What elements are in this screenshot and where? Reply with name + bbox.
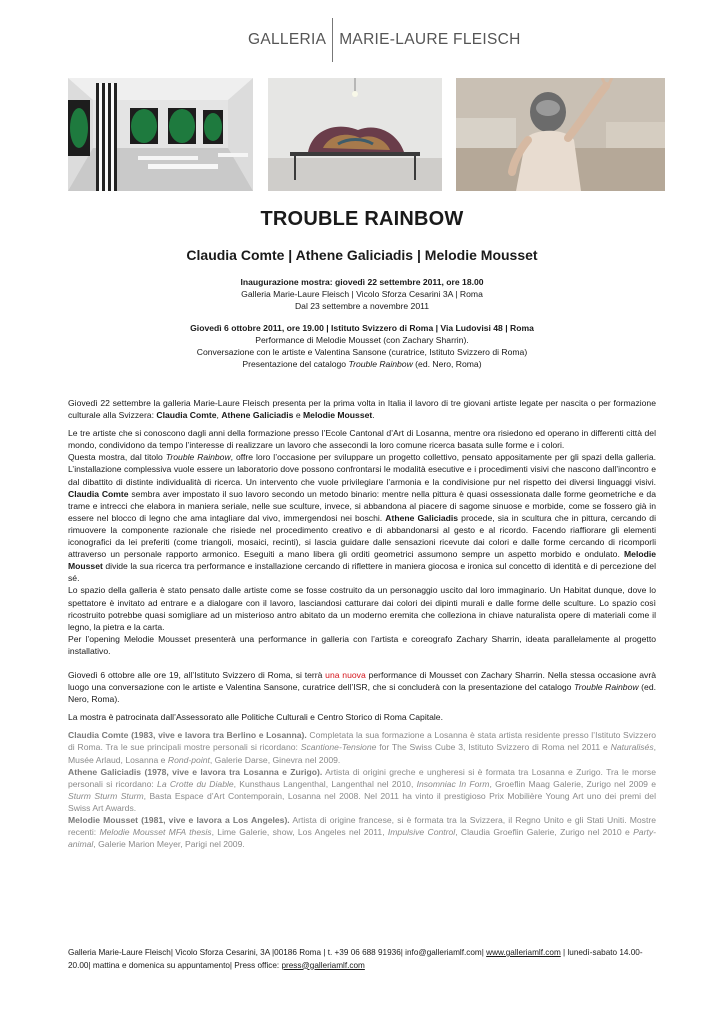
bio-galiciadis: Athene Galiciadis (1978, vive e lavora tra Losanna e Zurigo). Artista di origini greche e ungheresi si è formata tra Losanna e Zurigo. Tra le morse personali si ricordano: La Crotte du Diable, Kunsthaus Langenthal, Langenthal nel 2010, Insomniac In Form, Groeflin Maag Galerie, Zurigo nel 2009 e Sturm Sturm Sturm, Basta Espace d’Art Contemporain, Losanna nel 2008. Nel 2011 ha vinto il prestigioso Prix Mobilière Young Art uno dei premi del Swiss Art Awards. xyxy=(68,766,656,813)
press-email-link[interactable]: press@galleriamlf.com xyxy=(281,960,365,970)
footer-contact: Galleria Marie-Laure Fleisch| Vicolo Sforza Cesarini, 3A |00186 Roma | t. +39 06 688 91936| info@galleriamlf.com| www.galleriamlf.com | lunedì-sabato 14.00-20.00| mattina e domenica su appuntamento| Press office: press@galleriamlf.com xyxy=(68,948,643,970)
event-conversation: Conversazione con le artiste e Valentina Sansone (curatrice, Istituto Svizzero di Roma) xyxy=(196,347,528,357)
performance-photo xyxy=(456,78,665,191)
paragraph-exhibition: Questa mostra, dal titolo Trouble Rainbow, offre loro l’occasione per sviluppare un progetto collettivo, pensato appositamente per gli spazi della galleria. L’installazione complessiva vuole essere un laboratorio dove possono confrontarsi le modalità esecutive e i procedimenti visivi che nascono dall’incontro e dal dibattito di distinte individualità di ricerca. Un intervento che vuole privilegiare l’armonia e la condivisione pur nel rispetto dei diversi linguaggi visivi. Claudia Comte sembra aver impostato il suo lavoro secondo un metodo binario: mentre nella pittura è quasi ossessionata dalle forme geometriche e da trame e intrecci che elabora in maniera seriale, nelle sue sculture, invece, si abbandona al piacere di sagome sinuose e morbide, come se fossero già in essere nel blocco di legno che ama intagliare dal vivo, immergendosi nei boschi. Athene Galiciadis procede, sia in scultura che in pittura, cercando di rimuovere la componente razionale che risiede nel procedimento creativo e di abbandonarsi al gesto e al ricordo. Facendo riaffiorare gli elementi iconografici da lei preferiti (come triangoli, mosaici, recinti), si lascia guidare dalle sensazioni ricevute dai colori e dalle forme cercando di ricomporli attraverso un personale rapporto armonico. Eseguiti a mano libera gli orditi geometrici assumono sempre un aspetto morbido e ondulato. Melodie Mousset divide la sua ricerca tra performance e installazione cercando di riflettere in maniera giocosa e ironica sul concetto di identità e di percezione del sé. xyxy=(68,452,656,584)
inauguration-dates: Dal 23 settembre a novembre 2011 xyxy=(294,301,430,311)
bio-mousset: Melodie Mousset (1981, vive e lavora a Los Angeles). Artista di origine francese, si è formata tra la Svizzera, il Regno Unito e gli Stati Uniti. Mostre recenti: Melodie Mousset MFA thesis, Lime Galerie, show, Los Angeles nel 2011, Impulsive Control, Claudia Groeflin Galerie, Zurigo nel 2010 e Party-animal, Galerie Marion Meyer, Parigi nel 2009. xyxy=(68,815,656,850)
event-date: Giovedì 6 ottobre 2011, ore 19.00 | Istituto Svizzero di Roma | Via Ludovisi 48 | Roma xyxy=(190,323,534,333)
exhibition-title: TROUBLE RAINBOW xyxy=(260,208,464,230)
paragraph-october: Giovedì 6 ottobre alle ore 19, all’Istituto Svizzero di Roma, si terrà una nuova performance di Mousset con Zachary Sharrin. Nella stessa occasione avrà luogo una conversazione con le artiste e Valentina Sansone, curatrice dell’ISR, che si concluderà con la presentazione del catalogo Trouble Rainbow (ed. Nero, Roma). xyxy=(68,669,656,705)
event-block xyxy=(0,322,724,370)
paragraph-opening: Per l’opening Melodie Mousset presenterà una performance in galleria con l’artista e coreografo Zachary Sharrin, ideata parallelamente al progetto installativo. xyxy=(68,633,656,656)
logo-left-text: GALLERIA xyxy=(248,31,327,48)
bio-comte: Claudia Comte (1983, vive e lavora tra Berlino e Losanna). Completata la sua formazione a Losanna è stata artista residente presso l’Istituto Svizzero di Roma. Tra le sue principali mostre personali si ricordano: Scantione-Tensione for The Swiss Cube 3, Istituto Svizzero di Roma nel 2011 e Naturalisés, Musée Arlaud, Losanna e Rond-point, Galerie Darse, Ginevra nel 2009. xyxy=(68,730,657,765)
inauguration-block xyxy=(0,276,724,312)
artists-line: Claudia Comte | Athene Galiciadis | Melodie Mousset xyxy=(186,247,538,263)
paragraph-patronage: La mostra è patrocinata dall’Assessorato alle Politiche Culturali e Centro Storico di Roma Capitale. xyxy=(68,712,443,723)
paragraph-space: Lo spazio della galleria è stato pensato dalle artiste come se fosse costruito da un personaggio uscito dal loro immaginario. Un Habitat dunque, dove lo spettatore è invitato ad entrare e a dialogare con il lavoro, lasciandosi catturare dai colori dei dipinti murali e dalle forme delle sculture. Lo spazio così ricostruito potrebbe quasi somigliare ad un misterioso antro abitato da un moderno eremita che colleziona in chiave naturalista opere di materiali come il legno, la pietra e la carta. xyxy=(68,585,656,632)
event-performance: Performance di Melodie Mousset (con Zachary Sharrin). xyxy=(255,335,469,345)
logo-right-text: MARIE-LAURE FLEISCH xyxy=(339,31,521,48)
website-link[interactable]: www.galleriamlf.com xyxy=(486,948,561,957)
inauguration-date: Inaugurazione mostra: giovedì 22 settembre 2011, ore 18.00 xyxy=(240,277,484,287)
event-catalogue: Presentazione del catalogo Trouble Rainbow (ed. Nero, Roma) xyxy=(242,359,482,369)
gallery-logo xyxy=(248,18,521,62)
artist-bios xyxy=(68,729,656,850)
inauguration-venue: Galleria Marie-Laure Fleisch | Vicolo Sforza Cesarini 3A | Roma xyxy=(241,289,483,299)
paragraph-artists: Le tre artiste che si conoscono dagli anni della formazione presso l’Ecole Cantonal d’Art di Losanna, mentre ora risiedono ed operano in differenti città del mondo, condividono da tempo l’interesse di realizzare un lavoro che assecondi la loro comune ricerca basata sulle forme e i colori. xyxy=(68,428,656,451)
sculpture-photo xyxy=(268,78,442,191)
installation-photo xyxy=(68,78,253,191)
paragraph-intro: Giovedì 22 settembre la galleria Marie-Laure Fleisch presenta per la prima volta in Italia il lavoro di tre giovani artiste legate per nascita o per formazione culturale alla Svizzera: Claudia Comte, Athene Galiciadis e Melodie Mousset. xyxy=(68,398,656,421)
press-release-body xyxy=(68,397,656,850)
